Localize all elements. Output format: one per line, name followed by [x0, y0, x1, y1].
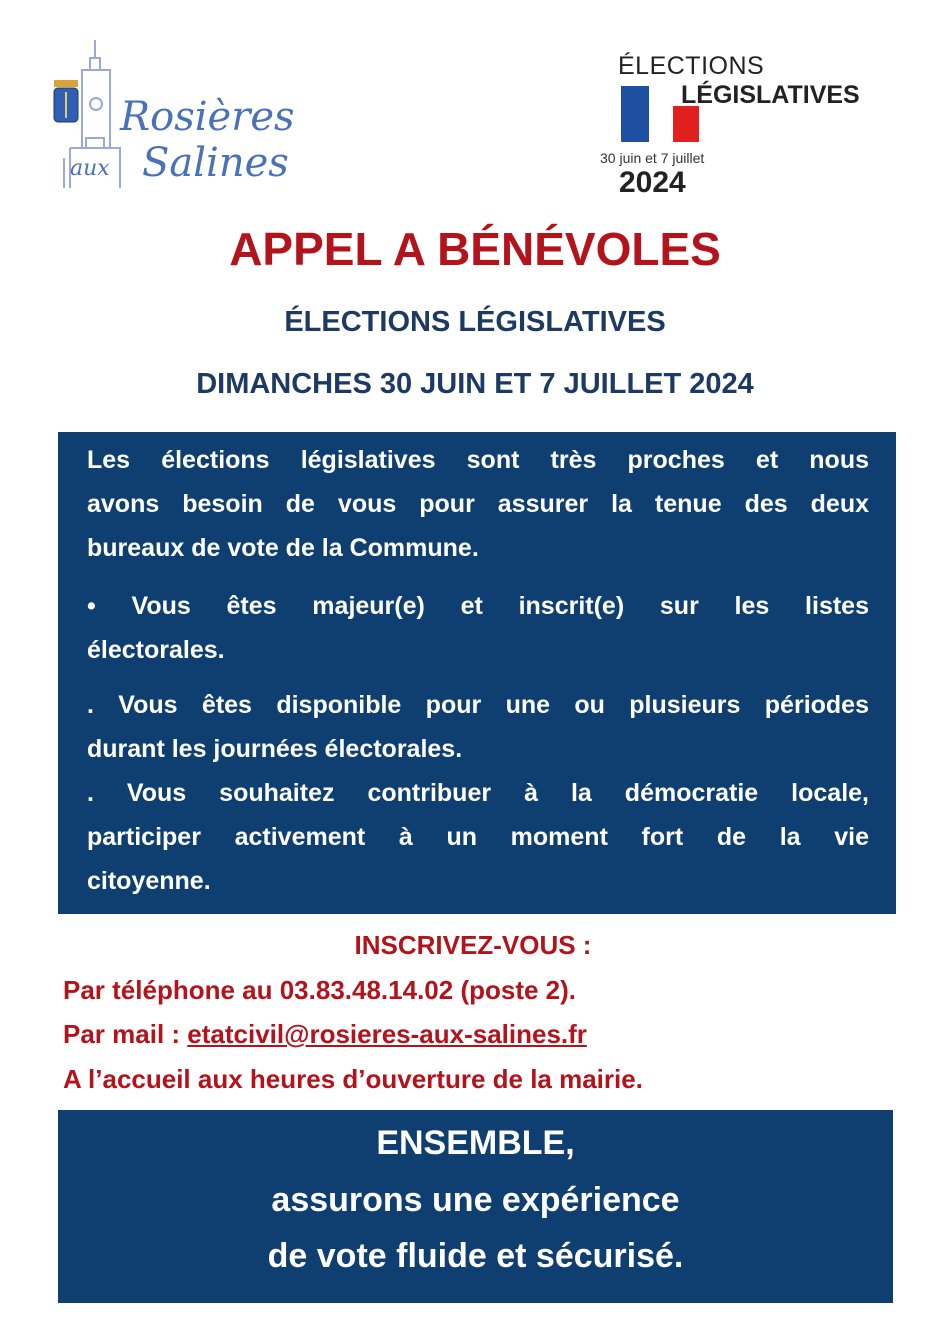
logo-text-salines: Salines [142, 140, 289, 186]
footer-box [58, 1110, 893, 1303]
signup-heading: INSCRIVEZ-VOUS : [354, 930, 592, 960]
info-line: citoyenne. [87, 867, 211, 895]
logo-text-rosieres: Rosières [120, 94, 295, 140]
logo-elections-text: ÉLECTIONS [618, 52, 765, 80]
footer-line: assurons une expérience [271, 1181, 680, 1219]
signup-mail-line [63, 1019, 587, 1050]
footer-line: ENSEMBLE, [376, 1124, 575, 1162]
signup-mail-link[interactable]: etatcivil@rosieres-aux-salines.fr [187, 1019, 587, 1049]
info-line: . Vous êtes disponible pour une ou plusieurs périodes [87, 691, 869, 719]
subtitle: ÉLECTIONS LÉGISLATIVES [284, 306, 666, 338]
elections-logo [595, 50, 875, 210]
info-line: avons besoin de vous pour assurer la tenue des deux [87, 490, 869, 518]
logo-year-text: 2024 [619, 166, 686, 199]
logo-legislatives-text: LÉGISLATIVES [681, 81, 860, 109]
info-line: bureaux de vote de la Commune. [87, 534, 479, 562]
info-line: • Vous êtes majeur(e) et inscrit(e) sur les listes [87, 592, 869, 620]
town-logo [50, 38, 320, 198]
footer-line: de vote fluide et sécurisé. [267, 1237, 684, 1275]
info-line: participer activement à un moment fort de la vie [87, 823, 869, 851]
info-line: électorales. [87, 636, 225, 664]
logo-text-aux: aux [70, 156, 110, 181]
info-line: Les élections législatives sont très proches et nous [87, 446, 869, 474]
signup-phone: Par téléphone au 03.83.48.14.02 (poste 2). [63, 975, 577, 1005]
page-title: APPEL A BÉNÉVOLES [229, 223, 721, 275]
signup-mail-label: Par mail : [63, 1019, 188, 1049]
info-box [58, 432, 896, 914]
logo-dates-text: 30 juin et 7 juillet [600, 150, 705, 166]
info-line: durant les journées électorales. [87, 735, 463, 763]
info-line: . Vous souhaitez contribuer à la démocratie locale, [87, 779, 869, 807]
signup-desk: A l’accueil aux heures d’ouverture de la mairie. [63, 1064, 643, 1094]
date-line: DIMANCHES 30 JUIN ET 7 JUILLET 2024 [196, 368, 754, 400]
